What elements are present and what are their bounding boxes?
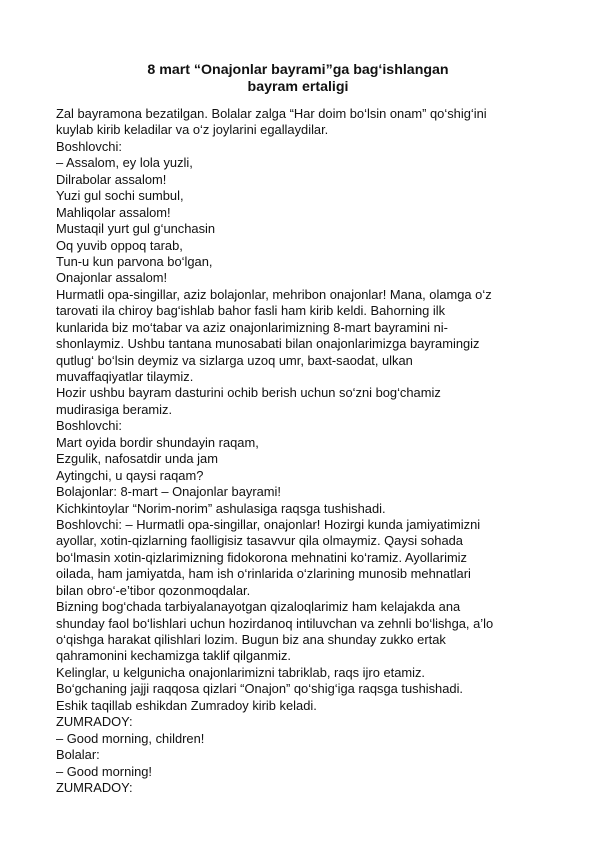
text-line: Boshlovchi: (56, 418, 122, 434)
text-line: ZUMRADOY: (56, 714, 133, 730)
text-line: Yuzi gul sochi sumbul, (56, 188, 184, 204)
text-line: Dilrabolar assalom! (56, 171, 167, 187)
text-line: Mahliqolar assalom! (56, 204, 171, 220)
text-line: kunlarida biz mo‘tabar va aziz onajonlarimizning 8-mart bayramini ni- (56, 319, 448, 335)
text-line: kuylab kirib keladilar va o‘z joylarini egallaydilar. (56, 122, 329, 138)
text-line: Bo‘gchaning jajji raqqosa qizlari “Onajon” qo‘shig‘iga raqsga tushishadi. (56, 681, 464, 697)
text-line: ayollar, xotin-qizlarning faolligisiz tasavvur qila olmaymiz. Qaysi sohada (56, 533, 463, 549)
text-line: Hurmatli opa-singillar, aziz bolajonlar, mehribon onajonlar! Mana, olamga o‘z (56, 286, 492, 302)
text-line: – Good morning, children! (56, 730, 205, 746)
text-line: qahramonini kechamizga taklif qilganmiz. (56, 648, 292, 664)
text-line: shunday faol bo‘lishlari uchun hozirdanoq intiluvchan va zehnli bo‘lishga, a’lo (56, 615, 494, 631)
text-line: mudirasiga beramiz. (56, 401, 173, 417)
text-line: Oq yuvib oppoq tarab, (56, 237, 183, 253)
text-line: qutlug‘ bo‘lsin deymiz va sizlarga uzoq umr, baxt-saodat, ulkan (56, 352, 413, 368)
text-line: – Assalom, ey lola yuzli, (56, 155, 193, 171)
text-line: Mustaqil yurt gul g‘unchasin (56, 221, 216, 237)
text-line: Tun-u kun parvona bo‘lgan, (56, 253, 213, 269)
text-line: bo‘lmasin xotin-qizlarimizning fidokorona mehnatini ko‘ramiz. Ayollarimiz (56, 549, 467, 565)
text-line: muvaffaqiyatlar tilaymiz. (56, 369, 194, 384)
text-line: shonlaymiz. Ushbu tantana munosabati bilan onajonlarimizga bayramingiz (56, 336, 480, 352)
text-line: ZUMRADOY: (56, 779, 133, 795)
text-line: tarovati ila chiroy bag‘ishlab bahor fasli ham kirib keldi. Bahorning ilk (56, 303, 446, 319)
text-line: Bolajonlar: 8-mart – Onajonlar bayrami! (56, 484, 281, 500)
text-line: Zal bayramona bezatilgan. Bolalar zalga “Har doim bo‘lsin onam” qo‘shig‘ini (56, 106, 487, 121)
text-line: Boshlovchi: – Hurmatli opa-singillar, onajonlar! Hozirgi kunda jamiyatimizni (56, 516, 481, 532)
text-line: Kelinglar, u kelgunicha onajonlarimizni tabriklab, raqs ijro etamiz. (56, 664, 426, 680)
title-line-2: bayram ertaligi (247, 79, 349, 95)
text-line: Eshik taqillab eshikdan Zumradoy kirib keladi. (56, 697, 317, 713)
document-body (56, 106, 556, 796)
text-line: Aytingchi, u qaysi raqam? (56, 467, 204, 483)
text-line: Hozir ushbu bayram dasturini ochib berish uchun so‘zni bog‘chamiz (56, 385, 441, 401)
text-line: oilada, ham jamiyatda, ham ish o‘rinlarida o‘zlarining munosib mehnatlari (56, 566, 471, 582)
text-line: Bolalar: (56, 747, 100, 763)
text-line: Kichkintoylar “Norim-norim” ashulasiga raqsga tushishadi. (56, 500, 386, 516)
text-line: Mart oyida bordir shundayin raqam, (56, 434, 259, 450)
text-line: Boshlovchi: (56, 138, 122, 154)
text-line: Bizning bog‘chada tarbiyalanayotgan qizaloqlarimiz ham kelajakda ana (56, 599, 461, 615)
text-line: Ezgulik, nafosatdir unda jam (56, 451, 218, 467)
title-line-1: 8 mart “Onajonlar bayrami”ga bag‘ishlangan (147, 62, 449, 78)
text-line: Onajonlar assalom! (56, 270, 168, 286)
text-line: bilan obro‘-e’tibor qozonmoqdalar. (56, 582, 251, 598)
text-line: – Good morning! (56, 763, 153, 779)
document-title (0, 62, 596, 96)
text-line: o‘qishga harakat qilishlari lozim. Bugun biz ana shunday zukko ertak (56, 632, 446, 647)
